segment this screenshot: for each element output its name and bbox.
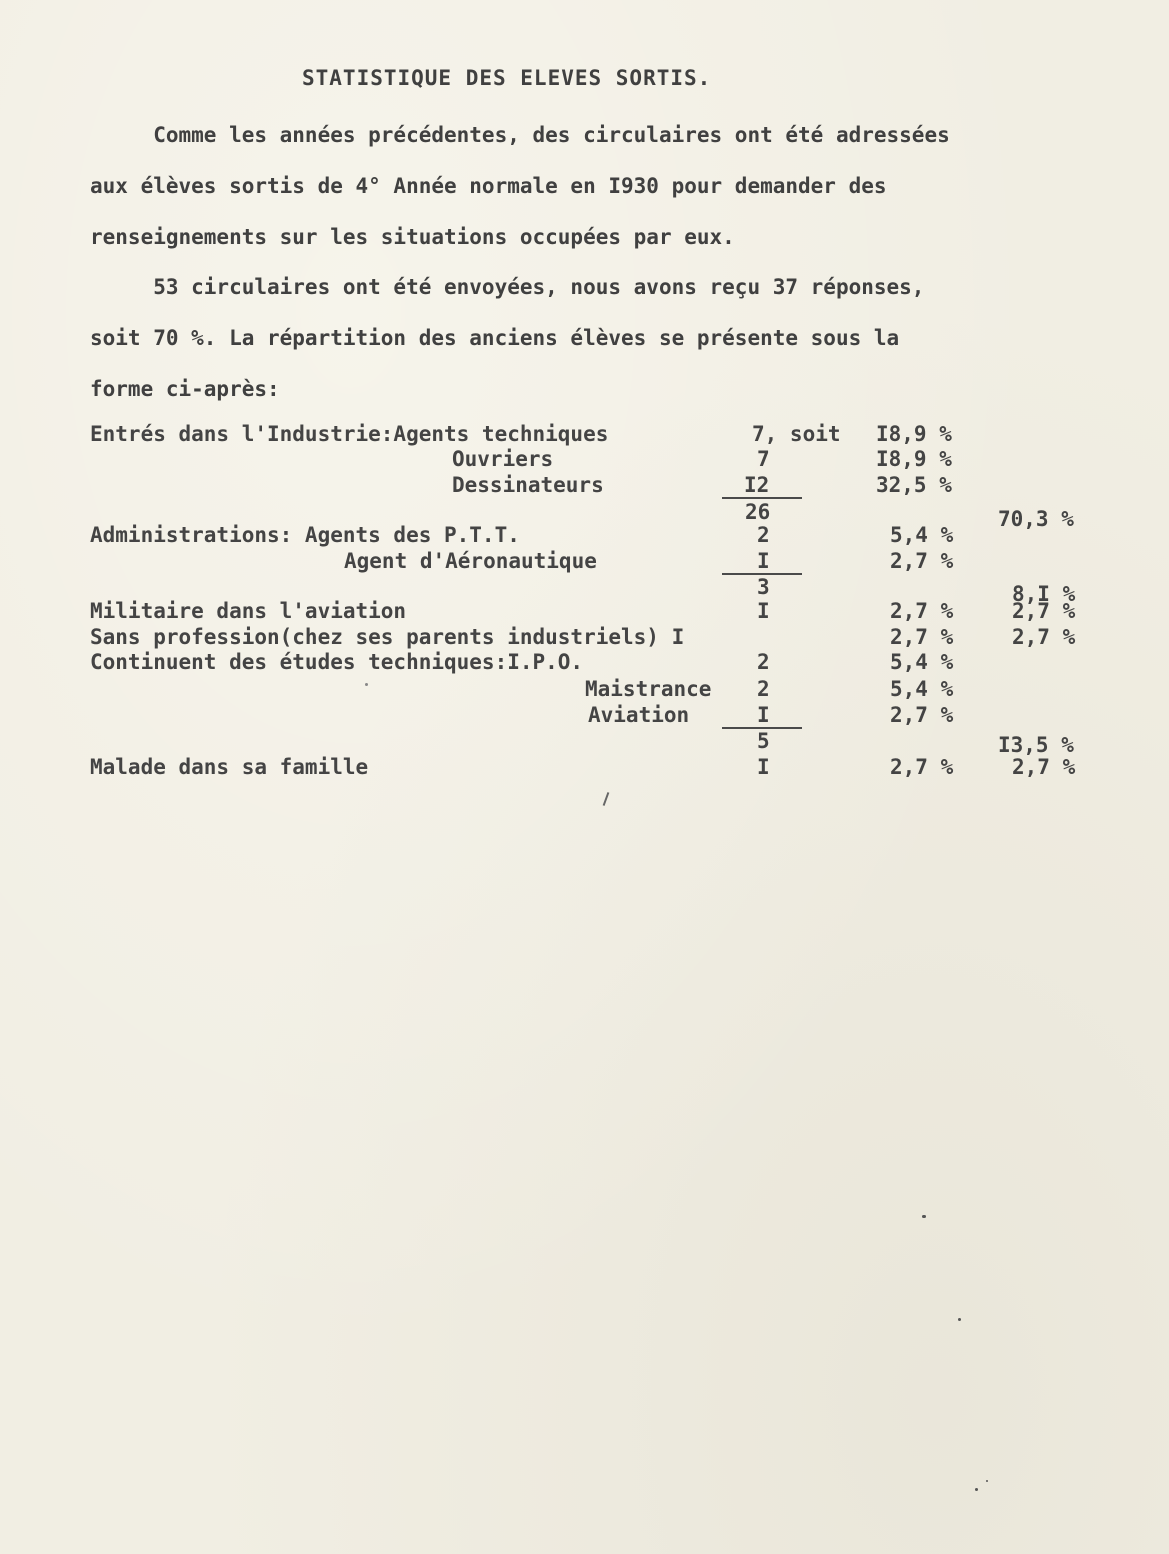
table-row: [0, 523, 1169, 549]
row-percent: 2,7 %: [890, 755, 954, 779]
row-count: I: [757, 599, 770, 623]
row-label: Sans profession(chez ses parents industriels) I: [90, 625, 685, 649]
row-subtotal: 3: [757, 575, 770, 599]
row-count: I: [757, 755, 770, 779]
row-label: Ouvriers: [452, 447, 554, 471]
row-total: 2,7 %: [1012, 625, 1076, 649]
row-count: 7, soit: [752, 422, 841, 446]
row-label: Militaire dans l'aviation: [90, 599, 407, 623]
row-total: 70,3 %: [998, 507, 1074, 531]
row-total: I3,5 %: [998, 733, 1074, 757]
row-percent: I8,9 %: [876, 447, 952, 471]
row-count: I2: [744, 473, 770, 497]
paragraph-line: aux élèves sortis de 4° Année normale en I930 pour demander des: [90, 174, 887, 198]
table-row: [0, 650, 1169, 676]
row-total: 8,I %: [1012, 582, 1076, 606]
intro-paragraph: [90, 110, 1130, 263]
row-count: 2: [757, 650, 770, 674]
paragraph-line: soit 70 %. La répartition des anciens élèves se présente sous la: [90, 326, 900, 350]
pen-mark: [603, 792, 610, 806]
row-percent: I8,9 %: [876, 422, 952, 446]
row-label: Continuent des études techniques:I.P.O.: [90, 650, 584, 674]
row-label: Dessinateurs: [452, 473, 604, 497]
table-row: [0, 549, 1169, 575]
paragraph-line: renseignements sur les situations occupées par eux.: [90, 225, 735, 249]
row-subtotal: 26: [745, 500, 771, 524]
row-percent: 2,7 %: [890, 599, 954, 623]
table-row: [0, 473, 1169, 499]
row-percent: 2,7 %: [890, 625, 954, 649]
row-total: 2,7 %: [1012, 755, 1076, 779]
row-total: 2,7 %: [1012, 599, 1076, 623]
row-percent: 2,7 %: [890, 549, 954, 573]
table-row: [0, 599, 1169, 625]
paragraph-line: forme ci-après:: [90, 377, 280, 401]
page-title: STATISTIQUE DES ELEVES SORTIS.: [302, 66, 712, 90]
row-count: I: [757, 703, 770, 727]
row-label: Agent d'Aéronautique: [344, 549, 597, 573]
response-paragraph: [90, 262, 1130, 415]
row-percent: 5,4 %: [890, 677, 954, 701]
row-count: 2: [757, 677, 770, 701]
ink-speck: [986, 1480, 988, 1482]
table-row: [0, 447, 1169, 473]
paragraph-line: Comme les années précédentes, des circulaires ont été adressées: [90, 123, 950, 147]
row-count: 7: [757, 447, 770, 471]
row-percent: 2,7 %: [890, 703, 954, 727]
row-label: Administrations: Agents des P.T.T.: [90, 523, 520, 547]
row-percent: 32,5 %: [876, 473, 952, 497]
ink-speck: [975, 1488, 978, 1491]
ink-speck: [365, 683, 368, 686]
row-label: Maistrance: [585, 677, 712, 701]
row-percent: 5,4 %: [890, 523, 954, 547]
table-row: [0, 677, 1169, 703]
ink-speck: [922, 1215, 926, 1218]
table-row: [0, 755, 1169, 781]
row-subtotal: 5: [757, 729, 770, 753]
row-label: Entrés dans l'Industrie:Agents techniques: [90, 422, 609, 446]
paragraph-line: 53 circulaires ont été envoyées, nous avons reçu 37 réponses,: [90, 275, 925, 299]
table-row: [0, 703, 1169, 729]
row-percent: 5,4 %: [890, 650, 954, 674]
row-count: 2: [757, 523, 770, 547]
row-label: Malade dans sa famille: [90, 755, 369, 779]
row-count: I: [757, 549, 770, 573]
row-label: Aviation: [588, 703, 690, 727]
table-row: [0, 422, 1169, 448]
ink-speck: [958, 1318, 961, 1321]
table-row: [0, 625, 1169, 651]
subtotal-rule: [722, 497, 802, 499]
